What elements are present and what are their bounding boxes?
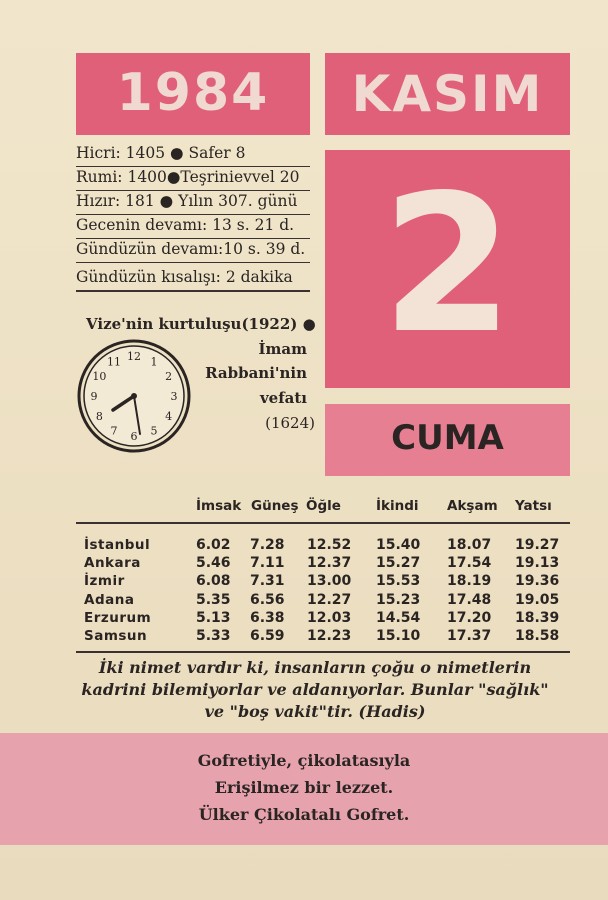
prayer-time-cell: 5.13 bbox=[196, 609, 231, 626]
quote-line-3: ve "boş vakit"tir. (Hadis) bbox=[204, 702, 426, 721]
prayer-time-cell: 19.27 bbox=[515, 537, 560, 553]
prayer-time-cell: 12.27 bbox=[307, 591, 352, 608]
clock-numeral: 9 bbox=[90, 390, 98, 403]
year-box bbox=[76, 53, 310, 135]
quote-line-2: kadrini bilemiyorlar ve aldanıyorlar. Bunlar "sağlık" bbox=[81, 680, 549, 699]
table-bottom-rule bbox=[76, 651, 570, 653]
month-label: KASIM bbox=[351, 65, 544, 123]
header-yatsi: Yatsı bbox=[515, 498, 552, 514]
prayer-time-cell: 12.37 bbox=[307, 555, 352, 572]
event-line-3: Rabbani'nin bbox=[205, 364, 307, 382]
weekday-box bbox=[325, 404, 570, 476]
event-line-2: İmam bbox=[258, 340, 307, 358]
clock-numeral: 11 bbox=[107, 355, 121, 369]
city-name: İzmir bbox=[84, 573, 125, 590]
clock-numeral: 2 bbox=[165, 370, 173, 383]
info-night-length: Gecenin devamı: 13 s. 21 d. bbox=[76, 214, 310, 239]
clock-numeral: 5 bbox=[150, 424, 158, 438]
prayer-time-cell: 6.59 bbox=[250, 628, 285, 644]
clock-numeral: 1 bbox=[150, 355, 158, 369]
info-day-length: Gündüzün devamı:10 s. 39 d. bbox=[76, 238, 310, 263]
prayer-time-cell: 13.00 bbox=[307, 573, 352, 590]
header-imsak: İmsak bbox=[196, 498, 242, 514]
prayer-time-cell: 15.40 bbox=[376, 537, 421, 553]
header-aksam: Akşam bbox=[447, 498, 498, 514]
prayer-time-cell: 14.54 bbox=[376, 609, 421, 626]
clock-numeral: 8 bbox=[95, 410, 103, 423]
prayer-time-cell: 15.10 bbox=[376, 628, 421, 644]
prayer-time-cell: 6.02 bbox=[196, 537, 231, 553]
prayer-time-cell: 15.27 bbox=[376, 555, 421, 572]
prayer-time-cell: 19.05 bbox=[515, 591, 560, 608]
prayer-time-cell: 6.38 bbox=[250, 609, 285, 626]
advertisement-band bbox=[0, 733, 608, 845]
city-name: Samsun bbox=[84, 628, 148, 644]
table-top-rule bbox=[76, 522, 570, 524]
clock-numeral: 4 bbox=[165, 410, 173, 423]
prayer-time-cell: 5.46 bbox=[196, 555, 231, 572]
prayer-time-cell: 17.54 bbox=[447, 555, 492, 572]
clock-numeral: 12 bbox=[127, 350, 141, 363]
prayer-time-cell: 15.53 bbox=[376, 573, 421, 590]
prayer-time-cell: 18.58 bbox=[515, 628, 560, 644]
day-box bbox=[325, 150, 570, 388]
prayer-time-cell: 6.08 bbox=[196, 573, 231, 590]
header-gunes: Güneş bbox=[251, 498, 299, 514]
quote-line-1: İki nimet vardır ki, insanların çoğu o nimetlerin bbox=[98, 658, 532, 677]
clock-icon bbox=[76, 338, 192, 454]
prayer-time-cell: 5.33 bbox=[196, 628, 231, 644]
event-line-5: (1624) bbox=[265, 414, 315, 432]
ad-line-2: Erişilmez bir lezzet. bbox=[214, 778, 394, 797]
info-hicri: Hicri: 1405 ● Safer 8 bbox=[76, 142, 310, 167]
month-box bbox=[325, 53, 570, 135]
prayer-time-cell: 12.03 bbox=[307, 609, 352, 626]
prayer-time-cell: 7.28 bbox=[250, 537, 285, 553]
prayer-time-cell: 17.20 bbox=[447, 609, 492, 626]
prayer-time-cell: 17.48 bbox=[447, 591, 492, 608]
prayer-time-cell: 18.07 bbox=[447, 537, 492, 553]
event-line-4: vefatı bbox=[259, 389, 307, 407]
prayer-time-cell: 12.52 bbox=[307, 537, 352, 553]
prayer-time-cell: 19.36 bbox=[515, 573, 560, 590]
event-line-1: Vize'nin kurtuluşu(1922) ● bbox=[86, 315, 316, 333]
clock-numeral: 10 bbox=[92, 370, 107, 383]
city-name: İstanbul bbox=[84, 537, 151, 553]
info-hizir: Hızır: 181 ● Yılın 307. günü bbox=[76, 190, 310, 215]
city-name: Ankara bbox=[84, 555, 141, 572]
city-name: Erzurum bbox=[84, 609, 152, 626]
clock-numeral: 7 bbox=[110, 424, 118, 438]
prayer-time-cell: 6.56 bbox=[250, 591, 285, 608]
prayer-time-cell: 7.31 bbox=[250, 573, 285, 590]
weekday-label: CUMA bbox=[391, 418, 504, 458]
header-ikindi: İkindi bbox=[376, 498, 419, 514]
prayer-time-cell: 19.13 bbox=[515, 555, 560, 572]
prayer-time-cell: 7.11 bbox=[250, 555, 285, 572]
info-day-shortening: Gündüzün kısalışı: 2 dakika bbox=[76, 266, 310, 292]
clock-numeral: 3 bbox=[170, 390, 178, 403]
header-ogle: Öğle bbox=[306, 498, 341, 514]
ad-line-3: Ülker Çikolatalı Gofret. bbox=[198, 805, 410, 824]
ad-line-1: Gofretiyle, çikolatasıyla bbox=[197, 751, 411, 770]
year-label: 1984 bbox=[116, 63, 270, 123]
info-rumi: Rumi: 1400●Teşrinievvel 20 bbox=[76, 166, 310, 191]
prayer-time-cell: 18.39 bbox=[515, 609, 560, 626]
city-name: Adana bbox=[84, 591, 135, 608]
prayer-time-cell: 5.35 bbox=[196, 591, 231, 608]
prayer-time-cell: 12.23 bbox=[307, 628, 352, 644]
clock-center bbox=[131, 393, 137, 399]
prayer-time-cell: 15.23 bbox=[376, 591, 421, 608]
day-number: 2 bbox=[381, 154, 514, 375]
prayer-time-cell: 17.37 bbox=[447, 628, 492, 644]
prayer-time-cell: 18.19 bbox=[447, 573, 492, 590]
clock-numeral: 6 bbox=[130, 430, 138, 443]
